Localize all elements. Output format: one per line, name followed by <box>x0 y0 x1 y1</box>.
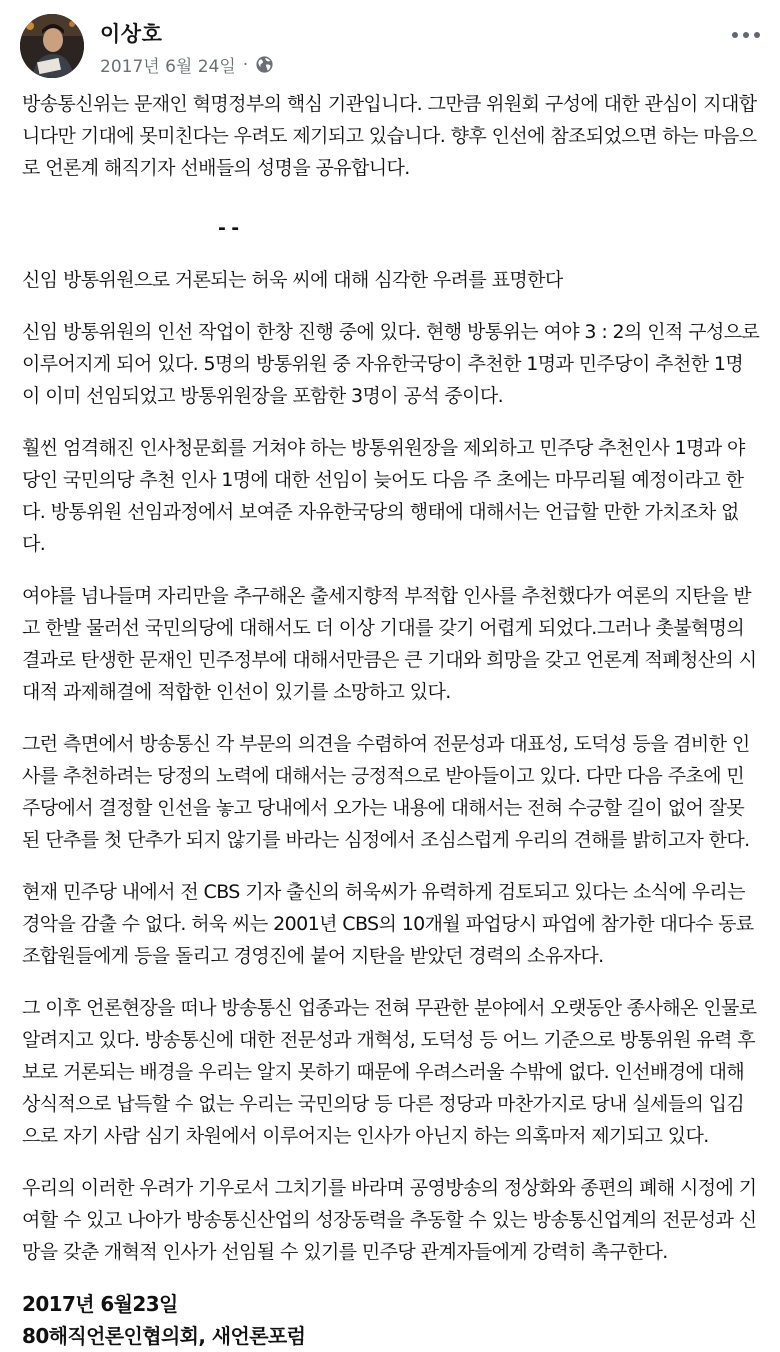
statement-paragraph: 현재 민주당 내에서 전 CBS 기자 출신의 허욱씨가 유력하게 검토되고 있다는 소식에 우리는 경악을 감출 수 없다. 허욱 씨는 2001년 CBS의 10개월 파업당시 파업에 참가한 대다수 동료 조합원들에게 등을 돌리고 경영진에 붙어 지탄을 받았던 경력의 소유자다. <box>22 881 754 967</box>
more-horizontal-icon <box>743 32 749 38</box>
meta-separator: · <box>242 54 249 75</box>
signature-date: 2017년 6월23일 <box>22 1292 178 1316</box>
signature-org: 80해직언론인협의회, 새언론포럼 <box>22 1324 306 1348</box>
statement-paragraph: 신임 방통위원의 인선 작업이 한창 진행 중에 있다. 현행 방통위는 여야 3 : 2의 인적 구성으로 이루어지게 되어 있다. 5명의 방통위원 중 자유한국당이 추천한 1명과 민주당이 추천한 1명이 이미 선임되었고 방통위원장을 포함한 3명이 공석 중이다. <box>22 321 760 407</box>
intro-paragraph: 방송통신위는 문재인 혁명정부의 핵심 기관입니다. 그만큼 위원회 구성에 대한 관심이 지대합니다만 기대에 못미친다는 우려도 제기되고 있습니다. 향후 인선에 참조되었으면 하는 마음으로 언론계 해직기자 선배들의 성명을 공유합니다. <box>22 93 757 179</box>
section-separator: - - <box>218 217 239 239</box>
author-name[interactable]: 이상호 <box>100 22 163 46</box>
post-meta <box>100 52 274 77</box>
more-horizontal-icon <box>732 32 738 38</box>
post-header <box>20 14 760 84</box>
post-body <box>22 88 760 1352</box>
more-horizontal-icon <box>754 32 760 38</box>
globe-icon <box>255 55 274 74</box>
statement-paragraph: 여야를 넘나들며 자리만을 추구해온 출세지향적 부적합 인사를 추천했다가 여론의 지탄을 받고 한발 물러선 국민의당에 대해서도 더 이상 기대를 갖기 어렵게 되었다.그러나 촛불혁명의 결과로 탄생한 문재인 민주정부에 대해서만큼은 큰 기대와 희망을 갖고 언론계 적폐청산의 시대적 과제해결에 적합한 인선이 있기를 소망하고 있다. <box>22 585 757 703</box>
post-date[interactable]: 2017년 6월 24일 <box>100 57 236 77</box>
more-options-button[interactable] <box>720 24 760 46</box>
statement-paragraph: 훨씬 엄격해진 인사청문회를 거쳐야 하는 방통위원장을 제외하고 민주당 추천인사 1명과 야당인 국민의당 추천 인사 1명에 대한 선임이 늦어도 다음 주 초에는 마무리될 예정이라고 한다. 방통위원 선임과정에서 보여준 자유한국당의 행태에 대해서는 언급할 만한 가치조차 없다. <box>22 437 745 555</box>
statement-title: 신임 방통위원으로 거론되는 허욱 씨에 대해 심각한 우려를 표명한다 <box>22 269 563 291</box>
statement-paragraph: 그런 측면에서 방송통신 각 부문의 의견을 수렴하여 전문성과 대표성, 도덕성 등을 겸비한 인사를 추천하려는 당정의 노력에 대해서는 긍정적으로 받아들이고 있다. 다만 다음 주초에 민주당에서 결정할 인선을 놓고 당내에서 오가는 내용에 대해서는 전혀 수긍할 길이 없어 잘못된 단추를 첫 단추가 되지 않기를 바라는 심정에서 조심스럽게 우리의 견해를 밝히고자 한다. <box>22 733 750 851</box>
avatar[interactable] <box>20 14 84 78</box>
statement-paragraph: 그 이후 언론현장을 떠나 방송통신 업종과는 전혀 무관한 분야에서 오랫동안 종사해온 인물로 알려지고 있다. 방송통신에 대한 전문성과 개혁성, 도덕성 등 어느 기준으로 방통위원 유력 후보로 거론되는 배경을 우리는 알지 못하기 때문에 우려스러울 수밖에 없다. 인선배경에 대해 상식적으로 납득할 수 없는 우리는 국민의당 등 다른 정당과 마찬가지로 당내 실세들의 입김으로 자기 사람 심기 차원에서 이루어지는 인사가 아닌지 하는 의혹마저 제기되고 있다. <box>22 997 757 1147</box>
statement-paragraph: 우리의 이러한 우려가 기우로서 그치기를 바라며 공영방송의 정상화와 종편의 폐해 시정에 기여할 수 있고 나아가 방송통신산업의 성장동력을 추동할 수 있는 방송통신업계의 전문성과 신망을 갖춘 개혁적 인사가 선임될 수 있기를 민주당 관계자들에게 강력히 촉구한다. <box>22 1177 757 1263</box>
